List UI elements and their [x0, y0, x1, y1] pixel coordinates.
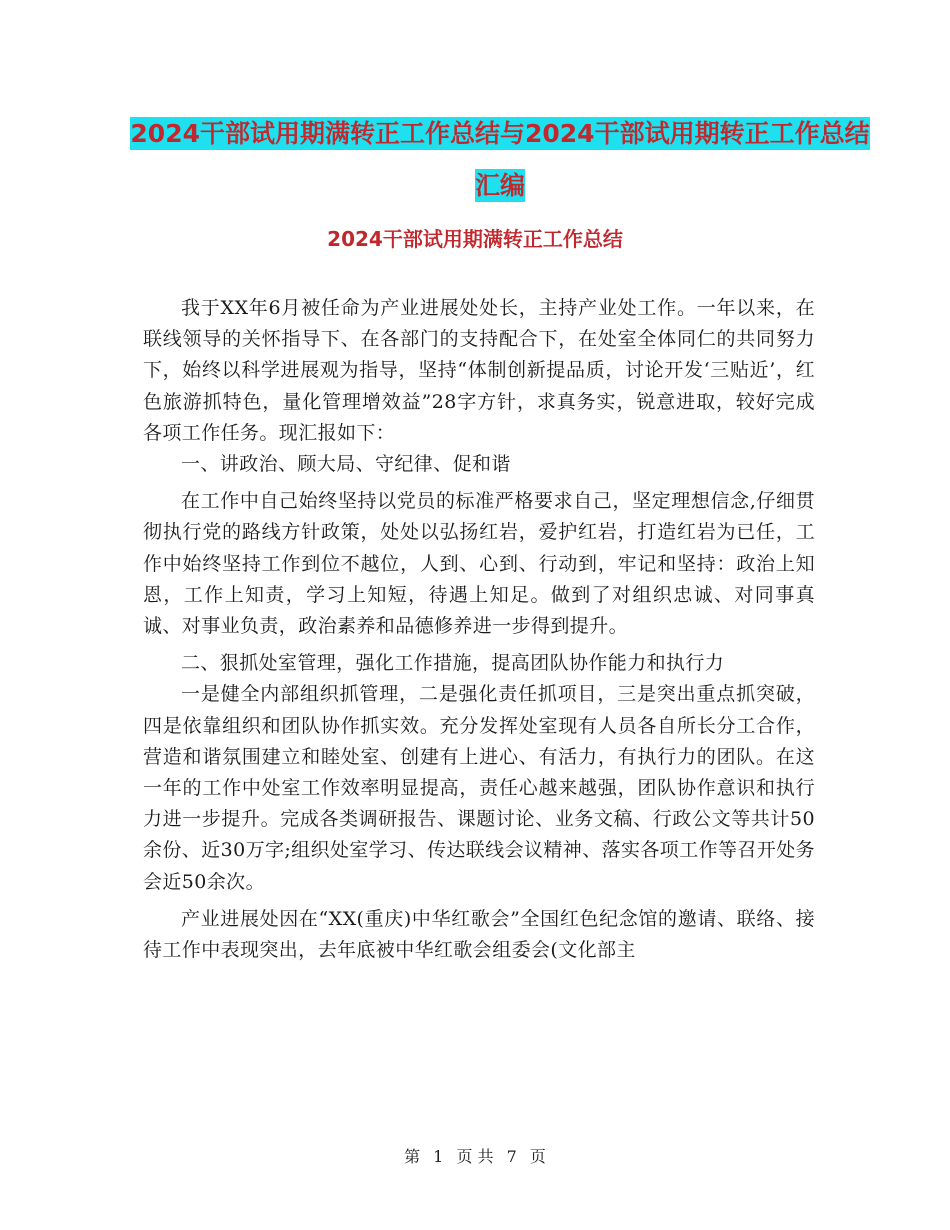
paragraph-management: 一是健全内部组织抓管理，二是强化责任抓项目，三是突出重点抓突破，四是依靠组织和团队协作抓实效。充分发挥处室现有人员各自所长分工合作，营造和谐氛围建立和睦处室、创建有上进心、有活力，有执行力的团队。在这一年的工作中处室工作效率明显提高，责任心越来越强，团队协作意识和执行力进一步提升。完成各类调研报告、课题讨论、业务文稿、行政公文等共计50余份、近30万字;组织处室学习、传达联线会议精神、落实各项工作等召开处务会近50余次。 [143, 683, 815, 893]
footer-label-mid: 页 共 [456, 1147, 494, 1166]
footer-label-pre: 第 [404, 1147, 421, 1166]
heading-2: 二、狠抓处室管理，强化工作措施，提高团队协作能力和执行力 [181, 652, 725, 675]
body-text [143, 293, 815, 966]
footer-label-post: 页 [529, 1147, 546, 1166]
section-title: 2024干部试用期满转正工作总结 [327, 227, 623, 251]
paragraph-intro: 我于XX年6月被任命为产业进展处处长，主持产业处工作。一年以来，在联线领导的关怀指导下、在各部门的支持配合下，在处室全体同仁的共同努力下，始终以科学进展观为指导，坚持“体制创新提品质，讨论开发‘三贴近’，红色旅游抓特色，量化管理增效益”28字方针，求真务实，锐意进取，较好完成各项工作任务。现汇报如下： [143, 297, 815, 444]
heading-1: 一、讲政治、顾大局、守纪律、促和谐 [181, 453, 511, 476]
paragraph-politics: 在工作中自己始终坚持以党员的标准严格要求自己，坚定理想信念,仔细贯彻执行党的路线方针政策，处处以弘扬红岩，爱护红岩，打造红岩为已任，工作中始终坚持工作到位不越位，人到、心到、行动到，牢记和坚持：政治上知恩，工作上知责，学习上知短，待遇上知足。做到了对组织忠诚、对同事真诚、对事业负责，政治素养和品德修养进一步得到提升。 [143, 490, 815, 638]
main-title [130, 108, 870, 212]
page-footer [0, 1146, 950, 1168]
total-pages: 7 [506, 1147, 517, 1166]
paragraph-redsong: 产业进展处因在“XX(重庆)中华红歌会”全国红色纪念馆的邀请、联络、接待工作中表现突出，去年底被中华红歌会组委会(文化部主 [143, 907, 815, 962]
page-number: 1 [433, 1147, 444, 1166]
main-title-text: 2024干部试用期满转正工作总结与2024干部试用期转正工作总结汇编 [130, 119, 870, 200]
